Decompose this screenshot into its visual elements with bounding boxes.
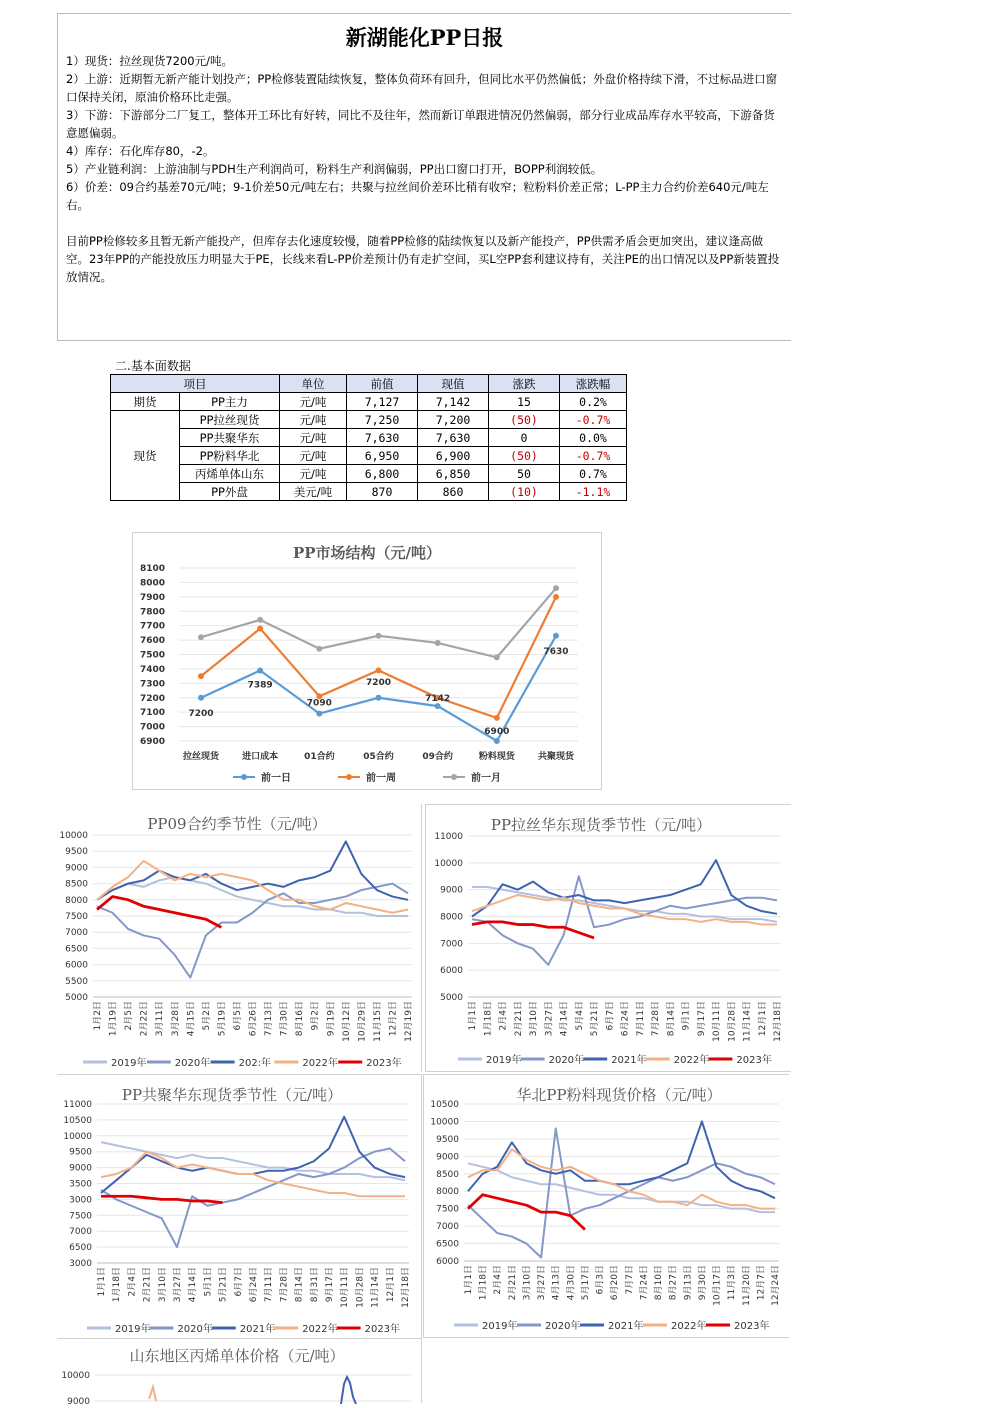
x-tick-label: 6月3日	[595, 1265, 606, 1295]
y-tick-label: 6000	[440, 966, 463, 977]
y-tick-label: 11000	[434, 832, 463, 842]
x-tick-label: 9月19日	[326, 1001, 337, 1037]
x-tick-label: 1月18日	[483, 1001, 494, 1037]
y-tick-label: 7500	[65, 912, 88, 922]
report-line: 5）产业链利润：上游油制与PDH生产利润尚可，粉料生产利润偏弱，PP出口窗口打开，BOPP利润较低。	[66, 162, 603, 176]
row-name: PP拉丝现货	[180, 411, 280, 429]
x-tick-label: 2月21日	[513, 1001, 524, 1037]
x-tick-label: 12月1日	[385, 1267, 396, 1303]
row-unit: 元/吨	[280, 393, 347, 411]
row-pct: 0.2%	[560, 393, 627, 411]
y-tick-label: 7700	[139, 621, 165, 632]
table-row	[111, 447, 627, 465]
report-line: 3）下游：下游部分二厂复工，整体开工环比有好转，同比不及往年，然而新订单跟进情况仍然偏弱，部分行业成品库存水平较高，下游备货意愿偏弱。	[66, 108, 775, 140]
y-tick-label: 5500	[65, 976, 88, 987]
data-label: 7090	[306, 698, 332, 709]
y-tick-label: 11000	[63, 1100, 92, 1110]
row-unit: 美元/吨	[280, 483, 347, 501]
x-tick-label: 11月15日	[372, 1001, 383, 1042]
y-tick-label: 6500	[436, 1239, 459, 1250]
y-tick-label: 6500	[65, 944, 88, 955]
x-tick-label: 2月4日	[493, 1265, 504, 1295]
report-line: 1）现货：拉丝现货7200元/吨。	[66, 54, 233, 68]
x-tick-label: 6月24日	[620, 1001, 631, 1037]
y-tick-label: 7300	[139, 679, 165, 690]
y-tick-label: 3000	[69, 1195, 92, 1206]
row-prev: 7,250	[347, 411, 418, 429]
row-prev: 7,127	[347, 393, 418, 411]
report-line: 2）上游：近期暂无新产能计划投产；PP检修装置陆续恢复，整体负荷环有回升，但同比水平仍然偏低；外盘价格持续下滑，不过标品进口窗口保持关闭，原油价格环比走强。	[66, 72, 778, 104]
x-tick-label: 6月5日	[232, 1001, 243, 1031]
row-chg: (10)	[489, 483, 560, 501]
data-point	[494, 715, 500, 721]
x-tick-label: 12月19日	[404, 1001, 414, 1042]
x-tick-label: 7月13日	[264, 1001, 275, 1037]
x-tick-label: 10月17日	[712, 1265, 723, 1306]
legend-label: 2023年	[366, 1058, 402, 1069]
y-tick-label: 6500	[69, 1243, 92, 1254]
x-tick-label: 3月10日	[157, 1267, 168, 1303]
data-label: 7630	[543, 646, 569, 657]
row-pct: -1.1%	[560, 483, 627, 501]
col-header: 项目	[111, 375, 280, 393]
legend-label: 前一日	[261, 773, 291, 784]
report-title: 新湖能化PP日报	[345, 25, 504, 50]
x-tick-label: 5月1日	[203, 1267, 214, 1297]
data-point	[376, 695, 382, 701]
series-line	[201, 588, 556, 657]
row-chg: 0	[489, 429, 560, 447]
x-tick-label: 09合约	[422, 752, 453, 762]
raffia-seasonality-svg	[426, 805, 791, 1071]
series-line	[341, 1377, 356, 1404]
market-structure-chart	[132, 532, 602, 790]
data-point	[553, 585, 559, 591]
legend-label: 2023年	[364, 1324, 401, 1335]
y-tick-label: 9000	[69, 1163, 92, 1174]
x-tick-label: 7月30日	[279, 1001, 290, 1037]
data-label: 7200	[188, 708, 214, 719]
x-tick-label: 5月21日	[590, 1001, 600, 1037]
chart-title: PP09合约季节性（元/吨）	[147, 815, 327, 833]
x-tick-label: 8月16日	[295, 1001, 306, 1037]
row-pct: -0.7%	[560, 411, 627, 429]
x-tick-label: 2月22日	[139, 1001, 150, 1037]
x-tick-label: 10月28日	[355, 1267, 366, 1308]
x-tick-label: 1月1日	[468, 1001, 478, 1031]
y-tick-label: 7100	[139, 708, 165, 719]
row-prev: 6,950	[347, 447, 418, 465]
x-tick-label: 3月28日	[170, 1001, 181, 1037]
y-tick-label: 10000	[59, 831, 88, 841]
pp09-seasonality-chart	[57, 804, 422, 1072]
x-tick-label: 9月13日	[683, 1265, 694, 1301]
y-tick-label: 6900	[139, 737, 165, 747]
y-tick-label: 9000	[65, 863, 88, 874]
row-chg: 15	[489, 393, 560, 411]
raffia-seasonality-chart	[425, 804, 791, 1072]
y-tick-label: 7200	[139, 693, 165, 704]
row-curr: 7,630	[418, 429, 489, 447]
y-tick-label: 8500	[436, 1169, 459, 1180]
x-tick-label: 8月14日	[294, 1267, 305, 1303]
legend-marker	[241, 774, 247, 780]
series-line	[101, 1117, 405, 1193]
chart-title: 华北PP粉料现货价格（元/吨）	[516, 1086, 722, 1104]
x-tick-label: 1月18日	[478, 1265, 489, 1301]
x-tick-label: 12月1日	[757, 1001, 768, 1037]
x-tick-label: 5月19日	[217, 1001, 228, 1037]
table-row	[111, 465, 627, 483]
y-tick-label: 10000	[430, 1117, 459, 1128]
x-tick-label: 9月17日	[325, 1267, 335, 1303]
legend-label: 2023年	[734, 1321, 770, 1332]
data-point	[257, 626, 263, 632]
report-panel	[57, 13, 791, 341]
row-prev: 870	[347, 483, 418, 501]
x-tick-label: 01合约	[304, 752, 335, 762]
chart-title: PP拉丝华东现货季节性（元/吨）	[490, 816, 712, 834]
data-point	[257, 668, 263, 674]
x-tick-label: 9月2日	[310, 1001, 321, 1031]
copolymer-seasonality-svg	[57, 1075, 421, 1339]
x-tick-label: 3月10日	[522, 1265, 533, 1301]
x-tick-label: 6月24日	[249, 1267, 259, 1303]
data-point	[198, 695, 204, 701]
group-label: 现货	[111, 411, 180, 501]
row-name: PP外盘	[180, 483, 280, 501]
y-tick-label: 6000	[436, 1257, 459, 1267]
data-point	[316, 711, 322, 717]
x-tick-label: 6月7日	[233, 1267, 244, 1297]
row-unit: 元/吨	[280, 429, 347, 447]
x-tick-label: 10月29日	[357, 1001, 368, 1042]
x-tick-label: 4月15日	[186, 1001, 197, 1037]
y-tick-label: 8000	[139, 578, 165, 589]
y-tick-label: 3500	[69, 1179, 92, 1190]
row-chg: (50)	[489, 411, 560, 429]
row-name: PP共聚华东	[180, 429, 280, 447]
x-tick-label: 8月31日	[309, 1267, 320, 1303]
data-point	[198, 634, 204, 640]
y-tick-label: 9500	[69, 1147, 92, 1158]
y-tick-label: 10000	[61, 1371, 90, 1381]
legend-label: 2022年	[673, 1055, 710, 1066]
row-chg: (50)	[489, 447, 560, 465]
legend-label: 2019年	[111, 1058, 147, 1069]
legend-label: 前一周	[366, 773, 396, 784]
legend-label: 前一月	[471, 773, 501, 784]
row-prev: 7,630	[347, 429, 418, 447]
row-chg: 50	[489, 465, 560, 483]
y-tick-label: 5000	[440, 993, 463, 1003]
x-tick-label: 9月17日	[696, 1001, 707, 1037]
legend-label: 2022年	[302, 1324, 338, 1335]
x-tick-label: 10月28日	[727, 1001, 738, 1042]
row-prev: 6,800	[347, 465, 418, 483]
legend-label: 2020年	[548, 1055, 585, 1066]
y-tick-label: 7000	[436, 1222, 459, 1233]
y-tick-label: 8100	[139, 564, 165, 574]
col-header: 单位	[280, 375, 347, 393]
group-label: 期货	[111, 393, 180, 411]
data-label: 6900	[484, 727, 510, 737]
legend-label: 2023年	[736, 1055, 772, 1066]
x-tick-label: 12月18日	[773, 1001, 783, 1042]
x-tick-label: 2月21日	[142, 1267, 153, 1303]
row-name: PP主力	[180, 393, 280, 411]
y-tick-label: 10500	[430, 1100, 459, 1110]
table-row	[111, 411, 627, 429]
row-unit: 元/吨	[280, 465, 347, 483]
table-header-row	[111, 375, 627, 393]
y-tick-label: 8000	[436, 1187, 459, 1198]
x-tick-label: 7月11日	[264, 1267, 275, 1303]
col-header: 涨跌	[489, 375, 560, 393]
x-tick-label: 05合约	[363, 752, 394, 762]
x-tick-label: 1月2日	[93, 1001, 103, 1031]
x-tick-label: 4月30日	[566, 1265, 577, 1301]
y-tick-label: 7000	[65, 928, 88, 939]
y-tick-label: 10000	[63, 1131, 92, 1142]
x-tick-label: 拉丝现货	[182, 752, 220, 762]
x-tick-label: 4月14日	[188, 1267, 199, 1303]
x-tick-label: 10月11日	[712, 1001, 722, 1042]
series-line	[468, 1128, 775, 1257]
x-tick-label: 2月21日	[507, 1265, 518, 1301]
y-tick-label: 10000	[434, 858, 463, 869]
pp09-seasonality-svg	[57, 804, 421, 1072]
x-tick-label: 2月5日	[124, 1001, 135, 1031]
legend-label: 2019年	[486, 1055, 522, 1066]
y-tick-label: 8500	[65, 879, 88, 890]
legend-marker	[346, 774, 352, 780]
x-tick-label: 12月18日	[401, 1267, 411, 1308]
legend-label: 2020年	[545, 1321, 581, 1332]
data-point	[198, 673, 204, 679]
x-tick-label: 2月4日	[127, 1267, 138, 1297]
row-unit: 元/吨	[280, 411, 347, 429]
chart-title: 山东地区丙烯单体价格（元/吨）	[129, 1347, 345, 1365]
x-tick-label: 4月14日	[559, 1001, 570, 1037]
x-tick-label: 6月20日	[610, 1265, 621, 1301]
col-header: 涨跌幅	[560, 375, 627, 393]
data-point	[494, 738, 500, 744]
data-point	[494, 654, 500, 660]
y-tick-label: 7500	[139, 650, 165, 661]
row-curr: 6,850	[418, 465, 489, 483]
data-point	[435, 640, 441, 646]
y-tick-label: 8000	[440, 912, 463, 923]
x-tick-label: 8月10日	[654, 1265, 665, 1301]
x-tick-label: 7月28日	[279, 1267, 290, 1303]
x-tick-label: 10月12日	[341, 1001, 352, 1042]
report-line: 6）价差：09合约基差70元/吨；9-1价差50元/吨左右；共聚与拉丝间价差环比稍有收窄；粒粉料价差正常；L-PP主力合约价差640元/吨左右。	[66, 180, 769, 212]
y-tick-label: 7600	[139, 636, 165, 647]
x-tick-label: 1月1日	[464, 1265, 474, 1295]
col-header: 现值	[418, 375, 489, 393]
x-tick-label: 2月4日	[498, 1001, 509, 1031]
legend-label: 2021年	[611, 1055, 647, 1066]
y-tick-label: 6000	[65, 960, 88, 971]
x-tick-label: 6月7日	[605, 1001, 616, 1031]
data-point	[257, 617, 263, 623]
legend-label: 202:年	[238, 1058, 272, 1069]
x-tick-label: 进口成本	[242, 752, 279, 762]
y-tick-label: 5000	[65, 993, 88, 1003]
y-tick-label: 7900	[139, 592, 165, 603]
legend-label: 2019年	[115, 1324, 151, 1335]
y-tick-label: 7000	[139, 722, 165, 733]
table-row	[111, 483, 627, 501]
x-tick-label: 12月24日	[771, 1265, 781, 1306]
table-row	[111, 393, 627, 411]
data-label: 7142	[425, 694, 451, 705]
data-point	[553, 633, 559, 639]
x-tick-label: 7月28日	[651, 1001, 661, 1037]
data-point	[376, 633, 382, 639]
legend-label: 2022年	[302, 1058, 338, 1069]
col-header: 前值	[347, 375, 418, 393]
row-pct: 0.0%	[560, 429, 627, 447]
market-structure-svg	[133, 533, 601, 789]
x-tick-label: 11月20日	[741, 1265, 752, 1306]
x-tick-label: 3月27日	[544, 1001, 555, 1037]
y-tick-label: 7500	[436, 1204, 459, 1215]
row-name: 丙烯单体山东	[180, 465, 280, 483]
x-tick-label: 粉料现货	[478, 752, 515, 762]
chart-title: PP共聚华东现货季节性（元/吨）	[121, 1086, 343, 1104]
propylene-price-chart	[57, 1338, 422, 1403]
y-tick-label: 7500	[69, 1211, 92, 1222]
x-tick-label: 8月27日	[668, 1265, 679, 1301]
legend-label: 2019年	[482, 1321, 518, 1332]
x-tick-label: 4月13日	[551, 1265, 562, 1301]
report-line: 4）库存：石化库存80，-2。	[66, 144, 215, 158]
y-tick-label: 9500	[436, 1134, 459, 1145]
row-name: PP粉料华北	[180, 447, 280, 465]
row-curr: 7,142	[418, 393, 489, 411]
x-tick-label: 1月1日	[97, 1267, 107, 1297]
x-tick-label: 10月11日	[340, 1267, 351, 1308]
x-tick-label: 5月4日	[574, 1001, 585, 1031]
x-tick-label: 1月18日	[112, 1267, 123, 1303]
y-tick-label: 9000	[67, 1397, 90, 1404]
series-line	[97, 877, 408, 916]
x-tick-label: 5月2日	[201, 1001, 212, 1031]
y-tick-label: 8000	[65, 895, 88, 906]
x-tick-label: 11月3日	[727, 1265, 738, 1301]
y-tick-label: 7400	[139, 664, 165, 675]
y-tick-label: 9000	[440, 885, 463, 896]
x-tick-label: 6月26日	[248, 1001, 259, 1037]
x-tick-label: 5月17日	[580, 1265, 591, 1301]
row-unit: 元/吨	[280, 447, 347, 465]
x-tick-label: 5月21日	[218, 1267, 229, 1303]
table-title: 二.基本面数据	[115, 359, 191, 373]
legend-label: 2020年	[174, 1058, 211, 1069]
x-tick-label: 9月30日	[697, 1265, 708, 1301]
y-tick-label: 3000	[69, 1259, 92, 1269]
x-tick-label: 7月7日	[624, 1265, 635, 1295]
fundamentals-table	[110, 374, 627, 501]
row-curr: 7,200	[418, 411, 489, 429]
x-tick-label: 共聚现货	[537, 752, 575, 762]
row-pct: 0.7%	[560, 465, 627, 483]
series-line	[149, 1387, 156, 1401]
x-tick-label: 7月11日	[635, 1001, 646, 1037]
legend-marker	[451, 774, 457, 780]
row-pct: -0.7%	[560, 447, 627, 465]
x-tick-label: 3月11日	[155, 1001, 166, 1037]
data-point	[553, 594, 559, 600]
x-tick-label: 8月14日	[666, 1001, 677, 1037]
report-lines	[66, 52, 786, 286]
row-curr: 860	[418, 483, 489, 501]
legend-label: 2022年	[671, 1321, 707, 1332]
x-tick-label: 12月2日	[388, 1001, 399, 1037]
copolymer-seasonality-chart	[57, 1074, 422, 1338]
legend-label: 2021年	[608, 1321, 644, 1332]
report-summary: 目前PP检修较多且暂无新产能投产，但库存去化速度较慢，随着PP检修的陆续恢复以及新产能投产，PP供需矛盾会更加突出，建议逢高做空。23年PP的产能投放压力明显大于PE，长线来看L-PP价差预计仍有走扩空间，买L空PP套利建议持有，关注PE的出口情况以及PP新装置投放情况。	[66, 234, 780, 284]
x-tick-label: 7月24日	[639, 1265, 650, 1301]
x-tick-label: 3月27日	[173, 1267, 183, 1303]
legend-label: 2020年	[177, 1324, 213, 1335]
data-point	[316, 646, 322, 652]
legend-label: 2021年	[239, 1324, 276, 1335]
series-line	[97, 884, 408, 978]
y-tick-label: 7000	[69, 1227, 92, 1238]
y-tick-label: 9000	[436, 1152, 459, 1163]
chart-title: PP市场结构（元/吨）	[292, 544, 442, 562]
x-tick-label: 11月14日	[370, 1267, 381, 1308]
y-tick-label: 7800	[139, 607, 165, 618]
table-row	[111, 429, 627, 447]
x-tick-label: 11月14日	[742, 1001, 753, 1042]
y-tick-label: 7000	[440, 939, 463, 950]
y-tick-label: 9500	[65, 847, 88, 858]
row-curr: 6,900	[418, 447, 489, 465]
x-tick-label: 1月19日	[108, 1001, 119, 1037]
propylene-price-svg	[57, 1339, 421, 1404]
data-label: 7200	[365, 677, 392, 688]
powder-price-chart	[423, 1074, 789, 1338]
powder-price-svg	[424, 1075, 789, 1339]
data-label: 7389	[247, 680, 273, 691]
data-point	[376, 667, 382, 673]
x-tick-label: 12月7日	[756, 1265, 767, 1301]
x-tick-label: 3月27日	[537, 1265, 548, 1301]
x-tick-label: 9月1日	[681, 1001, 692, 1031]
y-tick-label: 10500	[63, 1115, 92, 1126]
x-tick-label: 3月10日	[529, 1001, 539, 1037]
series-line	[97, 897, 221, 928]
